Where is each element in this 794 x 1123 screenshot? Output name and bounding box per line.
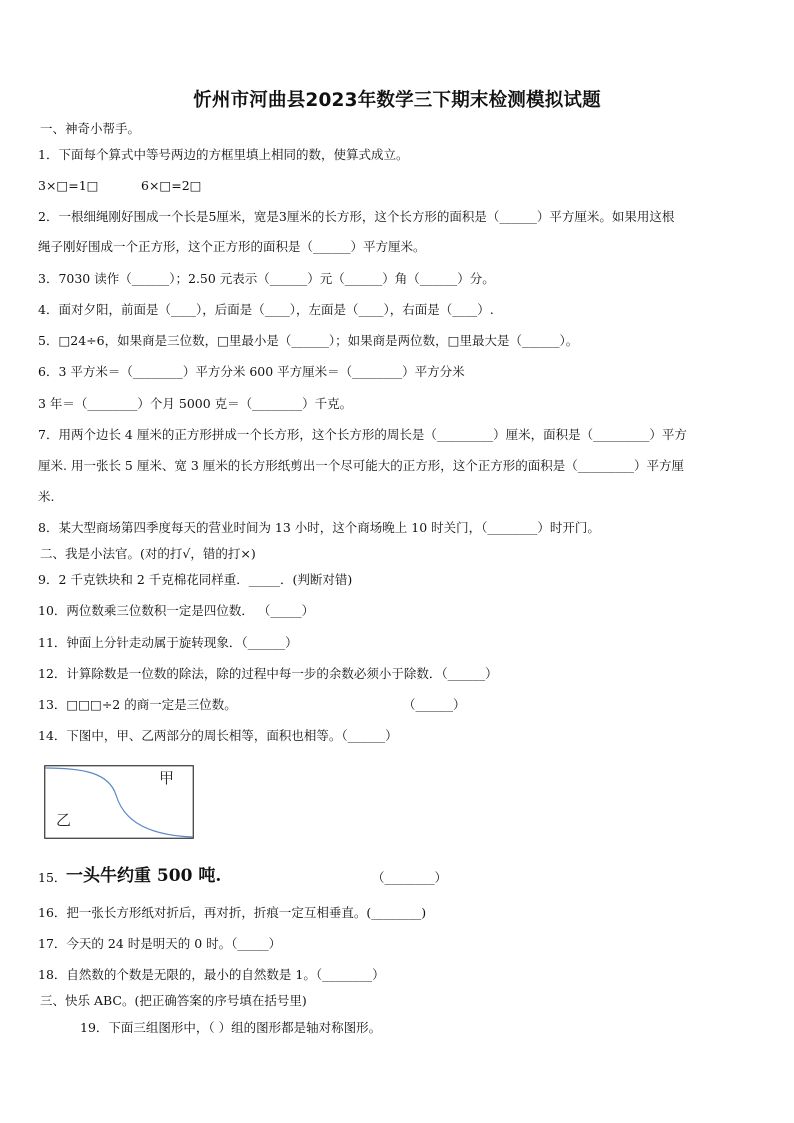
question-15-answer-blank: （________） <box>372 870 448 885</box>
question-4: 4．面对夕阳，前面是（____），后面是（____），左面是（____），右面是（____）. <box>38 302 494 317</box>
question-7-line-2: 厘米. 用一张长 5 厘米、宽 3 厘米的长方形纸剪出一个尽可能大的正方形，这个正方形的面积是（_________）平方厘 <box>38 458 684 473</box>
question-1-equation-b: 6×□=2□ <box>141 178 202 193</box>
section-heading-1: 一、神奇小帮手。 <box>40 121 141 136</box>
question-2-line-2: 绳子刚好围成一个正方形，这个正方形的面积是（______）平方厘米。 <box>38 239 426 254</box>
question-8: 8．某大型商场第四季度每天的营业时间为 13 小时，这个商场晚上 10 时关门，（________）时开门。 <box>38 520 600 535</box>
question-1-equation-a: 3×□=1□ <box>38 178 99 193</box>
question-2-line-1: 2．一根细绳刚好围成一个长是5厘米，宽是3厘米的长方形，这个长方形的面积是（______）平方厘米。如果用这根 <box>38 209 675 224</box>
section-heading-2: 二、我是小法官。(对的打√，错的打×) <box>40 546 256 561</box>
question-17: 17．今天的 24 时是明天的 0 时。（_____） <box>38 936 282 951</box>
question-13-answer-blank: （______） <box>403 697 466 712</box>
question-7-line-3: 米. <box>38 489 55 504</box>
question-12: 12．计算除数是一位数的除法，除的过程中每一步的余数必须小于除数．（______） <box>38 666 498 681</box>
question-15-number: 15． <box>38 870 67 885</box>
question-14: 14．下图中，甲、乙两部分的周长相等，面积也相等。（______） <box>38 728 398 743</box>
question-6-line-1: 6．3 平方米＝（________）平方分米 600 平方厘米＝（________）平方分米 <box>38 364 465 379</box>
question-14-figure <box>44 765 194 839</box>
section-heading-3: 三、快乐 ABC。(把正确答案的序号填在括号里) <box>40 993 307 1008</box>
figure-label-jia: 甲 <box>159 769 175 787</box>
question-16: 16．把一张长方形纸对折后，再对折，折痕一定互相垂直。(________) <box>38 905 427 920</box>
question-11: 11．钟面上分针走动属于旋转现象．（______） <box>38 635 298 650</box>
question-6-line-2: 3 年＝（________）个月 5000 克＝（________）千克。 <box>38 396 353 411</box>
question-15-text: 一头牛约重 500 吨. <box>66 866 222 886</box>
question-10: 10．两位数乘三位数积一定是四位数． （_____） <box>38 603 315 618</box>
question-18: 18．自然数的个数是无限的，最小的自然数是 1。（________） <box>38 967 385 982</box>
question-9: 9．2 千克铁块和 2 千克棉花同样重．_____．(判断对错) <box>38 572 353 587</box>
question-7-line-1: 7．用两个边长 4 厘米的正方形拼成一个长方形，这个长方形的周长是（_________）厘米，面积是（_________）平方 <box>38 427 687 442</box>
question-19: 19．下面三组图形中，（ ）组的图形都是轴对称图形。 <box>80 1020 382 1035</box>
question-1: 1．下面每个算式中等号两边的方框里填上相同的数，使算式成立。 <box>38 147 409 162</box>
page-title: 忻州市河曲县2023年数学三下期末检测模拟试题 <box>193 90 601 111</box>
question-3: 3．7030 读作（______）；2.50 元表示（______）元（______）角（______）分。 <box>38 271 495 286</box>
question-13: 13．□□□÷2 的商一定是三位数。 <box>38 697 237 712</box>
question-5: 5．□24÷6，如果商是三位数，□里最小是（______）；如果商是两位数，□里最大是（______）。 <box>38 333 579 348</box>
figure-label-yi: 乙 <box>56 811 72 829</box>
